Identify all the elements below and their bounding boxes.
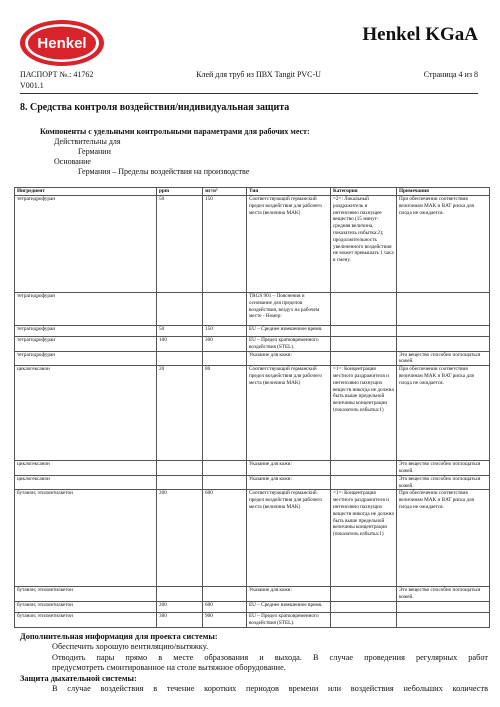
cell-category (331, 601, 397, 612)
respiratory-line-1: В случае воздействия в течение коротких периодов времени или воздействия небольших количеств (52, 684, 488, 694)
table-row (15, 337, 490, 352)
cell-ppm: 50 (157, 196, 203, 293)
col-notes: Примечания (397, 188, 490, 196)
country-text: Германии (78, 147, 111, 156)
henkel-logo (18, 18, 106, 68)
footer-text (20, 632, 488, 694)
cell-ppm (157, 351, 203, 366)
cell-category (331, 337, 397, 352)
cell-notes: Это вещество способно поглощаться кожей. (397, 461, 490, 476)
version: V001.1 (20, 81, 44, 90)
cell-notes: Это вещество способно поглощаться кожей. (397, 351, 490, 366)
table-row (15, 587, 490, 602)
table-header-row (15, 188, 490, 196)
col-mg: мг/м³ (203, 188, 247, 196)
page-number: Страница 4 из 8 (423, 70, 478, 79)
passport-number: ПАСПОРТ №.: 41762 (20, 70, 94, 79)
cell-mg: 80 (203, 366, 247, 461)
header-divider (20, 93, 478, 94)
cell-notes: При обеспечении соответствия величинам MAK и BAT риска для плода не ожидается. (397, 366, 490, 461)
cell-ingredient: бутанон; этилметилкетон (15, 490, 157, 587)
cell-ingredient: циклогексанон (15, 366, 157, 461)
document-header (20, 70, 478, 79)
logo-text: Henkel (37, 35, 87, 52)
cell-type: EU – Предел кратковременного воздействия (STEL). (247, 337, 331, 352)
cell-ingredient: тетрагидрофуран (15, 326, 157, 337)
cell-ingredient: тетрагидрофуран (15, 351, 157, 366)
cell-ppm (157, 587, 203, 602)
brand-name: Henkel KGaA (362, 24, 478, 45)
table-row (15, 475, 490, 490)
cell-ingredient: тетрагидрофуран (15, 196, 157, 293)
table-row (15, 293, 490, 326)
table-row (15, 326, 490, 337)
design-line-2: Отводить пары прямо в месте образования и выхода. В случае проведения регулярных работ (52, 652, 488, 662)
product-name: Клей для труб из ПВХ Tangit PVC-U (196, 70, 321, 79)
table-row (15, 196, 490, 293)
cell-notes: При обеспечении соответствия величинам MAK и BAT риска для плода не ожидается. (397, 196, 490, 293)
cell-category: =1=: Концентрация местного раздражителя и интенсивно пахнущих веществ никогда не должна быть выше предельной величины концентрации (показатель избытка:1) (331, 490, 397, 587)
col-category: Категория (331, 188, 397, 196)
cell-ppm: 20 (157, 366, 203, 461)
cell-category (331, 587, 397, 602)
cell-mg: 300 (203, 337, 247, 352)
cell-type: Указание для кожи: (247, 461, 331, 476)
cell-category (331, 351, 397, 366)
cell-type: Указание для кожи: (247, 475, 331, 490)
table-row (15, 490, 490, 587)
validity-block (54, 137, 249, 177)
col-type: Тип (247, 188, 331, 196)
cell-ppm: 300 (157, 612, 203, 627)
cell-category: =2=: Локальный раздражитель и интенсивно пахнущее вещество (15 минут-средняя величина, показатель избытка:2); продолжительность увеличенного воздействия не может превышать 1 часа в смену. (331, 196, 397, 293)
cell-type: TRGS 901 – Пояснения и основание для пределов воздействия, воздух на рабочем месте - Номер: (247, 293, 331, 326)
design-title: Дополнительная информация для проекта системы: (20, 632, 218, 641)
cell-ingredient: тетрагидрофуран (15, 293, 157, 326)
cell-ppm: 100 (157, 337, 203, 352)
basis-label: Основание (54, 157, 91, 166)
exposure-limits-table (14, 187, 490, 628)
cell-ppm (157, 475, 203, 490)
cell-type: Соответствующий германский предел воздействия для рабочего места (величина MAK) (247, 366, 331, 461)
cell-mg (203, 351, 247, 366)
cell-notes: При обеспечении соответствия величинам MAK и BAT риска для плода не ожидается. (397, 490, 490, 587)
cell-mg: 600 (203, 490, 247, 587)
valid-for-label: Действительны для (54, 137, 121, 146)
cell-ingredient: тетрагидрофуран (15, 337, 157, 352)
col-ppm: ppm (157, 188, 203, 196)
cell-ingredient: циклогексанон (15, 461, 157, 476)
cell-mg (203, 461, 247, 476)
cell-mg (203, 475, 247, 490)
cell-ppm (157, 461, 203, 476)
cell-mg (203, 587, 247, 602)
cell-type: Соответствующий германский предел воздействия для рабочего места (величина MAK) (247, 196, 331, 293)
cell-ingredient: бутанон; этилметилкетон (15, 601, 157, 612)
cell-ppm (157, 293, 203, 326)
cell-category (331, 293, 397, 326)
cell-type: Соответствующий германский предел воздействия для рабочего места (величина MAK) (247, 490, 331, 587)
cell-mg: 150 (203, 326, 247, 337)
table-row (15, 601, 490, 612)
cell-ingredient: циклогексанон (15, 475, 157, 490)
cell-notes (397, 601, 490, 612)
cell-mg (203, 293, 247, 326)
design-line-1: Обеспечить хорошую вентиляцию/вытяжку. (52, 642, 209, 652)
cell-ingredient: бутанон; этилметилкетон (15, 612, 157, 627)
cell-type: Указание для кожи: (247, 351, 331, 366)
cell-mg: 600 (203, 601, 247, 612)
cell-category (331, 612, 397, 627)
cell-ppm: 200 (157, 601, 203, 612)
cell-notes (397, 612, 490, 627)
cell-ppm: 50 (157, 326, 203, 337)
cell-notes (397, 337, 490, 352)
table-row (15, 612, 490, 627)
cell-notes (397, 326, 490, 337)
cell-mg: 150 (203, 196, 247, 293)
cell-category (331, 326, 397, 337)
cell-category: =1=: Концентрация местного раздражителя и интенсивно пахнущих веществ никогда не должна быть выше предельной величины концентрации (показатель избытка:1) (331, 366, 397, 461)
cell-type: EU – Предел кратковременного воздействия (STEL). (247, 612, 331, 627)
cell-category (331, 461, 397, 476)
cell-type: EU – Среднее взвешенное время. (247, 326, 331, 337)
respiratory-title: Защита дыхательной системы: (20, 673, 137, 683)
cell-notes: Это вещество способно поглощаться кожей. (397, 475, 490, 490)
cell-mg: 900 (203, 612, 247, 627)
cell-ingredient: бутанон; этилметилкетон (15, 587, 157, 602)
table-row (15, 366, 490, 461)
cell-notes (397, 293, 490, 326)
cell-notes: Это вещество способно поглощаться кожей. (397, 587, 490, 602)
col-ingredient: Ингредиент (15, 188, 157, 196)
table-row (15, 351, 490, 366)
components-title: Компоненты с удельными контрольными параметрами для рабочих мест: (40, 127, 310, 136)
table-row (15, 461, 490, 476)
design-line-3: предусмотреть смонтированное на столе вытяжное оборудование. (52, 663, 286, 673)
section-title: 8. Средства контроля воздействия/индивидуальная защита (20, 102, 290, 113)
cell-type: Указание для кожи: (247, 587, 331, 602)
cell-category (331, 475, 397, 490)
cell-ppm: 200 (157, 490, 203, 587)
basis-text: Германия – Пределы воздействия на производстве (78, 167, 250, 176)
cell-type: EU – Среднее взвешенное время. (247, 601, 331, 612)
